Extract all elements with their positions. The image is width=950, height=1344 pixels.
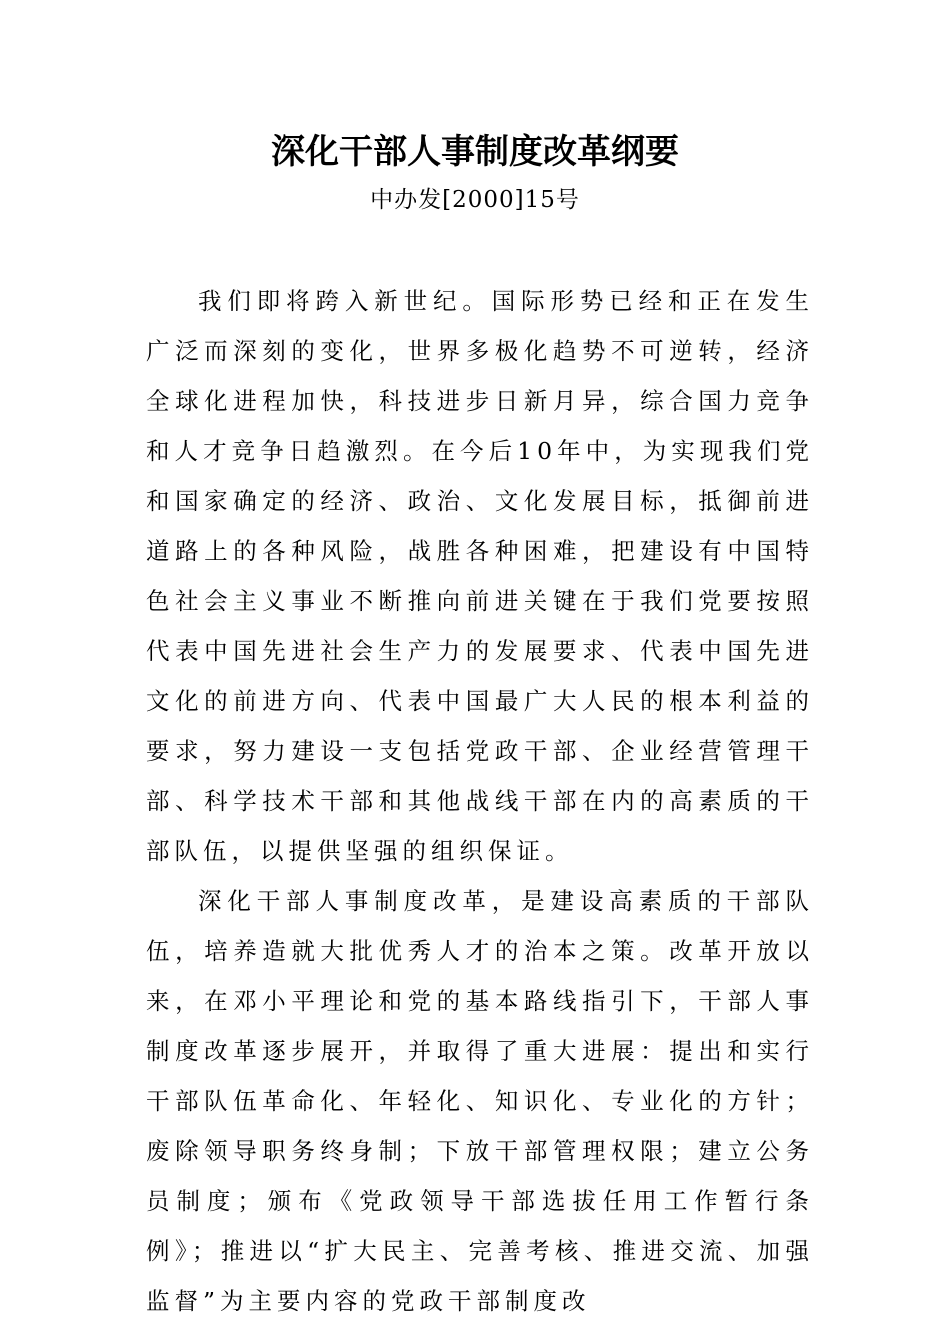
- paragraph: 深化干部人事制度改革，是建设高素质的干部队伍，培养造就大批优秀人才的治本之策。改革开放以来，在邓小平理论和党的基本路线指引下，干部人事制度改革逐步展开，并取得了重大进展：提出和实行干部队伍革命化、年轻化、知识化、专业化的方针；废除领导职务终身制；下放干部管理权限；建立公务员制度；颁布《党政领导干部选拔任用工作暂行条例》；推进以“扩大民主、完善考核、推进交流、加强监督”为主要内容的党政干部制度改: [146, 887, 814, 1315]
- document-body: [146, 276, 814, 1326]
- document-number: 中办发[2000]15号: [370, 187, 580, 213]
- document-title: 深化干部人事制度改革纲要: [271, 132, 679, 172]
- paragraph: 我们即将跨入新世纪。国际形势已经和正在发生广泛而深刻的变化，世界多极化趋势不可逆转，经济全球化进程加快，科技进步日新月异，综合国力竞争和人才竞争日趋激烈。在今后10年中，为实现我们党和国家确定的经济、政治、文化发展目标，抵御前进道路上的各种风险，战胜各种困难，把建设有中国特色社会主义事业不断推向前进关键在于我们党要按照代表中国先进社会生产力的发展要求、代表中国先进文化的前进方向、代表中国最广大人民的根本利益的要求，努力建设一支包括党政干部、企业经营管理干部、科学技术干部和其他战线干部在内的高素质的干部队伍，以提供坚强的组织保证。: [146, 287, 814, 865]
